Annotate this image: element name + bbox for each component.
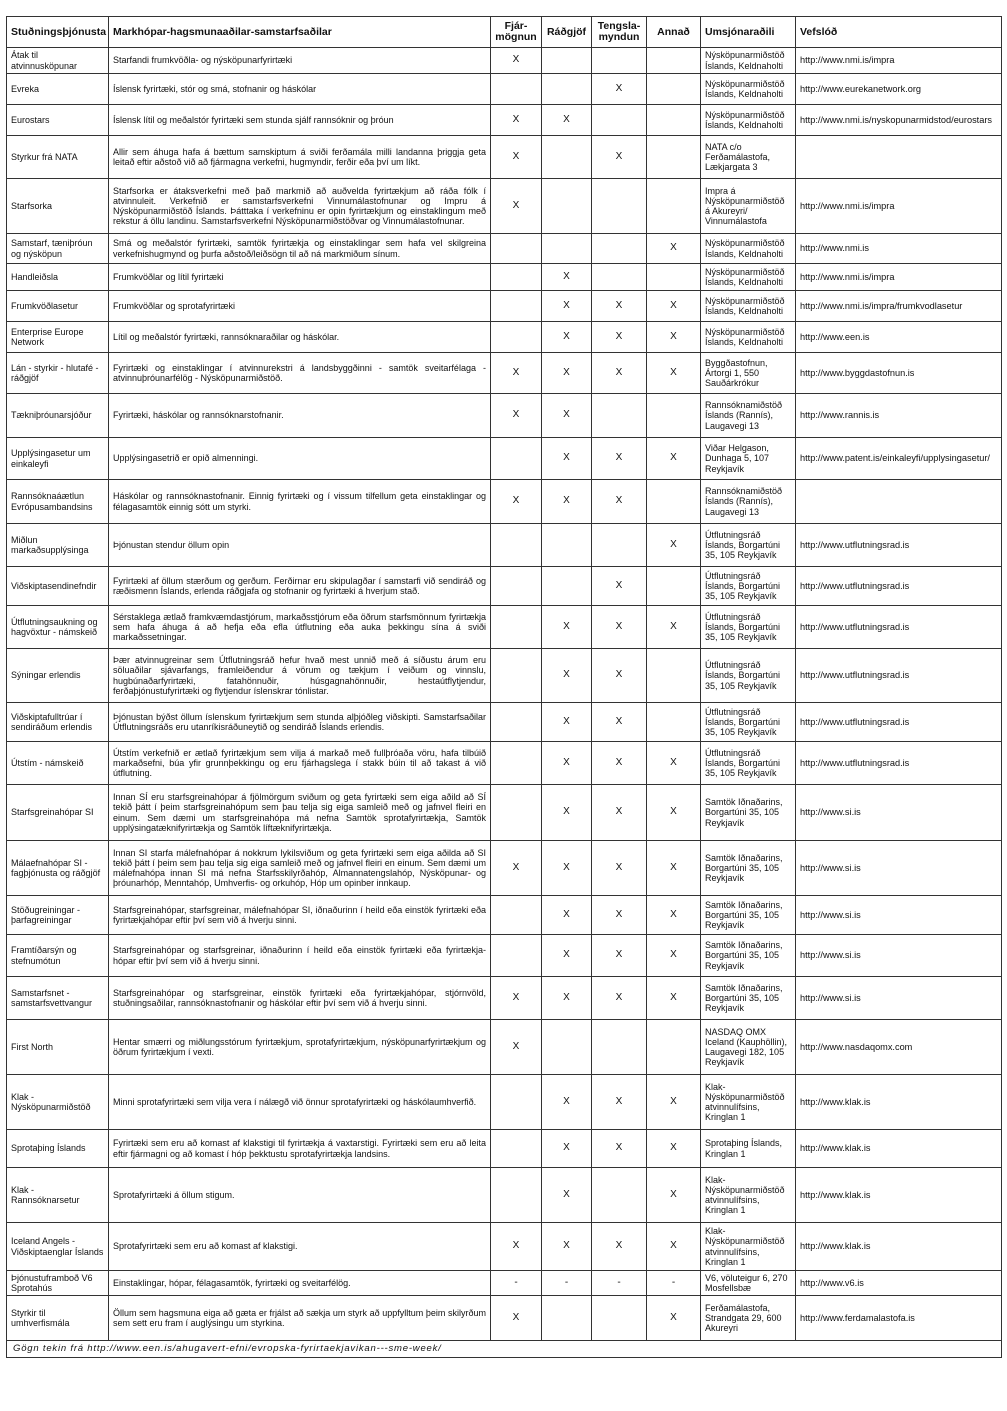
- row-admin: Rannsóknamiðstöð Íslands (Rannís), Laugavegi 13: [701, 480, 796, 524]
- row-advice-mark: [542, 136, 592, 179]
- row-advice-mark: X: [542, 1075, 592, 1130]
- row-funding-mark: [491, 742, 542, 785]
- row-advice-mark: X: [542, 742, 592, 785]
- row-url-link[interactable]: http://www.si.is: [796, 841, 1002, 896]
- row-funding-mark: X: [491, 977, 542, 1020]
- row-other-mark: X: [647, 841, 701, 896]
- row-advice-mark: X: [542, 896, 592, 935]
- row-url-link[interactable]: http://www.si.is: [796, 935, 1002, 977]
- row-funding-mark: [491, 74, 542, 105]
- row-other-mark: X: [647, 896, 701, 935]
- row-url-link[interactable]: http://www.byggdastofnun.is: [796, 353, 1002, 394]
- row-target: Upplýsingasetrið er opið almenningi.: [109, 438, 491, 480]
- row-target: Íslensk fyrirtæki, stór og smá, stofnanir og háskólar: [109, 74, 491, 105]
- row-url-link[interactable]: http://www.klak.is: [796, 1223, 1002, 1271]
- row-advice-mark: X: [542, 291, 592, 322]
- row-advice-mark: X: [542, 322, 592, 353]
- table-row: [7, 48, 1002, 74]
- row-advice-mark: X: [542, 649, 592, 703]
- row-funding-mark: [491, 785, 542, 841]
- row-admin: Samtök Iðnaðarins, Borgartúni 35, 105 Reykjavík: [701, 896, 796, 935]
- row-admin: Útflutningsráð Íslands, Borgartúni 35, 105 Reykjavík: [701, 742, 796, 785]
- row-network-mark: [592, 394, 647, 438]
- row-advice-mark: X: [542, 438, 592, 480]
- row-other-mark: [647, 48, 701, 74]
- row-url-link[interactable]: [796, 136, 1002, 179]
- row-admin: Samtök Iðnaðarins, Borgartúni 35, 105 Reykjavík: [701, 785, 796, 841]
- row-service: Styrkur frá NATA: [7, 136, 109, 179]
- header-row: [7, 17, 1002, 48]
- row-target: Hentar smærri og miðlungsstórum fyrirtækjum, sprotafyrirtækjum, nýsköpunarfyrirtækjum og öðrum fyrirtækjum í vexti.: [109, 1020, 491, 1075]
- row-url-link[interactable]: http://www.nmi.is/impra/frumkvodlasetur: [796, 291, 1002, 322]
- row-other-mark: [647, 703, 701, 742]
- row-target: Starfsgreinahópar og starfsgreinar, iðnaðurinn í heild eða einstök fyrirtæki eða fyrirtækja-hópar eftir því sem við á hverju sinni.: [109, 935, 491, 977]
- row-service: Stöðugreiningar - þarfagreiningar: [7, 896, 109, 935]
- header-funding: Fjár-mögnun: [491, 17, 542, 48]
- row-other-mark: X: [647, 977, 701, 1020]
- row-admin: Samtök Iðnaðarins, Borgartúni 35, 105 Reykjavík: [701, 935, 796, 977]
- table-row: [7, 935, 1002, 977]
- row-admin: Rannsóknamiðstöð Íslands (Rannís), Laugavegi 13: [701, 394, 796, 438]
- row-admin: Samtök Iðnaðarins, Borgartúni 35, 105 Reykjavík: [701, 977, 796, 1020]
- row-service: Útstím - námskeið: [7, 742, 109, 785]
- table-row: [7, 524, 1002, 567]
- row-network-mark: X: [592, 1130, 647, 1168]
- row-advice-mark: [542, 1020, 592, 1075]
- row-url-link[interactable]: http://www.klak.is: [796, 1168, 1002, 1223]
- table-row: [7, 105, 1002, 136]
- row-target: Minni sprotafyrirtæki sem vilja vera í nálægð við önnur sprotafyrirtæki og háskólaumhverfið.: [109, 1075, 491, 1130]
- header-advice: Ráðgjöf: [542, 17, 592, 48]
- table-body: [7, 48, 1002, 1341]
- row-funding-mark: X: [491, 136, 542, 179]
- row-advice-mark: [542, 179, 592, 234]
- row-other-mark: -: [647, 1271, 701, 1296]
- row-other-mark: [647, 567, 701, 606]
- table-row: [7, 394, 1002, 438]
- table-row: [7, 606, 1002, 649]
- row-service: Starfsgreinahópar SI: [7, 785, 109, 841]
- row-admin: Samtök Iðnaðarins, Borgartúni 35, 105 Reykjavík: [701, 841, 796, 896]
- row-other-mark: [647, 649, 701, 703]
- row-service: Enterprise Europe Network: [7, 322, 109, 353]
- row-url-link[interactable]: http://www.eurekanetwork.org: [796, 74, 1002, 105]
- header-other: Annað: [647, 17, 701, 48]
- row-admin: NASDAQ OMX Iceland (Kauphöllin), Laugavegi 182, 105 Reykjavík: [701, 1020, 796, 1075]
- row-target: Starfsgreinahópar og starfsgreinar, einstök fyrirtæki eða fyrirtækjahópar, stjórnvöld, stuðningsaðilar, rannsóknastofnanir og háskólar eftir því sem við á hverju sinni.: [109, 977, 491, 1020]
- row-network-mark: [592, 524, 647, 567]
- row-funding-mark: X: [491, 1223, 542, 1271]
- row-advice-mark: X: [542, 703, 592, 742]
- header-admin: Umsjónaraðili: [701, 17, 796, 48]
- row-target: Þjónustan býðst öllum íslenskum fyrirtækjum sem stunda alþjóðleg viðskipti. Samstarfsaðilar Útflutningsráðs eru utanríkisráðuneytið og sendiráð Íslands erlendis.: [109, 703, 491, 742]
- table-row: [7, 649, 1002, 703]
- row-funding-mark: X: [491, 353, 542, 394]
- row-target: Sérstaklega ætlað framkvæmdastjórum, markaðsstjórum eða öðrum starfsmönnum fyrirtækja sem hafa áhuga á að hefja eða efla útflutning eða auka þekkingu sína á sviði markaðssetningar.: [109, 606, 491, 649]
- row-target: Innan SÍ eru starfsgreinahópar á fjölmörgum sviðum og geta fyrirtæki sem eiga aðild að SÍ tekið þátt í þeim starfsgreinahópum sem þau telja sig eiga samleið með og jafnvel fleiri en einum. Sem dæmi um starfsgreinahópa má nefna Samtök sprotafyrirtækja, Samtök upplýsingatæknifyrirtækja og Samtök líftæknifyrirtækja.: [109, 785, 491, 841]
- row-network-mark: X: [592, 353, 647, 394]
- row-network-mark: X: [592, 703, 647, 742]
- row-admin: Sprotaþing Íslands, Kringlan 1: [701, 1130, 796, 1168]
- row-target: Lítil og meðalstór fyrirtæki, rannsóknaraðilar og háskólar.: [109, 322, 491, 353]
- row-funding-mark: [491, 1075, 542, 1130]
- row-service: Eurostars: [7, 105, 109, 136]
- row-funding-mark: [491, 896, 542, 935]
- row-target: Starfsgreinahópar, starfsgreinar, málefnahópar SI, iðnaðurinn í heild eða einstök fyrirtæki eða fyrirtækjahópar eftir því sem við á hverju sinni.: [109, 896, 491, 935]
- row-advice-mark: X: [542, 977, 592, 1020]
- row-network-mark: X: [592, 935, 647, 977]
- row-network-mark: X: [592, 649, 647, 703]
- row-target: Íslensk lítil og meðalstór fyrirtæki sem stunda sjálf rannsóknir og þróun: [109, 105, 491, 136]
- row-other-mark: X: [647, 606, 701, 649]
- row-advice-mark: X: [542, 105, 592, 136]
- row-admin: Nýsköpunarmiðstöð Íslands, Keldnaholti: [701, 48, 796, 74]
- table-row: [7, 291, 1002, 322]
- row-target: Sprotafyrirtæki á öllum stigum.: [109, 1168, 491, 1223]
- row-target: Háskólar og rannsóknastofnanir. Einnig fyrirtæki og í vissum tilfellum geta einstaklingar og félagasamtök einnig sótt um styrki.: [109, 480, 491, 524]
- row-other-mark: X: [647, 234, 701, 264]
- row-network-mark: [592, 1020, 647, 1075]
- row-other-mark: X: [647, 785, 701, 841]
- row-target: Einstaklingar, hópar, félagasamtök, fyrirtæki og sveitarfélög.: [109, 1271, 491, 1296]
- row-url-link[interactable]: http://www.nmi.is/impra: [796, 264, 1002, 291]
- row-service: Handleiðsla: [7, 264, 109, 291]
- row-service: Styrkir til umhverfismála: [7, 1296, 109, 1341]
- row-funding-mark: [491, 1168, 542, 1223]
- row-url-link[interactable]: http://www.ferdamalastofa.is: [796, 1296, 1002, 1341]
- row-target: Smá og meðalstór fyrirtæki, samtök fyrirtækja og einstaklingar sem hafa vel skilgreina verkefnishugmynd og þurfa aðstoð/leiðsögn til að ná markmiðum sínum.: [109, 234, 491, 264]
- row-service: Samstarfsnet - samstarfsvettvangur: [7, 977, 109, 1020]
- row-admin: Nýsköpunarmiðstöð Íslands, Keldnaholti: [701, 234, 796, 264]
- row-admin: Klak-Nýsköpunarmiðstöð atvinnulífsins, Kringlan 1: [701, 1223, 796, 1271]
- row-service: Sýningar erlendis: [7, 649, 109, 703]
- row-other-mark: [647, 179, 701, 234]
- table-row: [7, 353, 1002, 394]
- row-network-mark: X: [592, 896, 647, 935]
- row-service: Iceland Angels - Viðskiptaenglar Íslands: [7, 1223, 109, 1271]
- row-url-link[interactable]: http://www.nmi.is: [796, 234, 1002, 264]
- table-row: [7, 264, 1002, 291]
- table-row: [7, 74, 1002, 105]
- row-url-link[interactable]: http://www.nmi.is/impra: [796, 179, 1002, 234]
- table-row: [7, 136, 1002, 179]
- row-target: Þær atvinnugreinar sem Útflutningsráð hefur hvað mest unnið með á síðustu árum eru söluaðilar sjávarfangs, framleiðendur á vörum og tækjum í veiðum og vinnslu, hugbúnaðarfyrirtæki, fatahönnuðir, húsgagnahönnuðir, hestaútflytjendur, ferðaþjónustufyrirtæki og flytjendur íslenskrar tónlistar.: [109, 649, 491, 703]
- header-url: Vefslóð: [796, 17, 1002, 48]
- row-target: Sprotafyrirtæki sem eru að komast af klakstigi.: [109, 1223, 491, 1271]
- row-funding-mark: [491, 264, 542, 291]
- table-row: [7, 1296, 1002, 1341]
- row-target: Fyrirtæki af öllum stærðum og gerðum. Ferðirnar eru skipulagðar í samstarfi við sendiráð og ræðismenn Íslands, erlenda ráðgjafa og stofnanir og fyrirtæki á hverjum stað.: [109, 567, 491, 606]
- row-advice-mark: X: [542, 606, 592, 649]
- row-funding-mark: [491, 567, 542, 606]
- row-url-link[interactable]: http://www.utflutningsrad.is: [796, 606, 1002, 649]
- row-funding-mark: [491, 291, 542, 322]
- row-network-mark: [592, 264, 647, 291]
- row-network-mark: X: [592, 567, 647, 606]
- row-network-mark: X: [592, 438, 647, 480]
- row-target: Starfsorka er átaksverkefni með það markmið að auðvelda fyrirtækjum að ráða fólk í atvinnuleit. Verkefnið er samstarfsverkefni Vinnumálastofnunar og Impru á Nýsköpunarmiðstöð Íslands. Þátttaka í verkefninu er opin fyrirtækjum og einstaklingum með rekstur á öllu landinu. Samstarfsverkefni Nýsköpunarmiðstöðvar og Vinnumálastofnunar.: [109, 179, 491, 234]
- row-other-mark: X: [647, 524, 701, 567]
- table-row: [7, 841, 1002, 896]
- row-service: Starfsorka: [7, 179, 109, 234]
- row-url-link[interactable]: http://www.patent.is/einkaleyfi/upplysingasetur/: [796, 438, 1002, 480]
- row-other-mark: [647, 394, 701, 438]
- row-other-mark: X: [647, 935, 701, 977]
- footer-row: [7, 1341, 1002, 1358]
- row-admin: V6, völuteigur 6, 270 Mosfellsbæ: [701, 1271, 796, 1296]
- row-url-link[interactable]: http://www.een.is: [796, 322, 1002, 353]
- row-target: Frumkvöðlar og sprotafyrirtæki: [109, 291, 491, 322]
- row-other-mark: [647, 105, 701, 136]
- row-advice-mark: X: [542, 353, 592, 394]
- row-network-mark: [592, 179, 647, 234]
- row-funding-mark: X: [491, 48, 542, 74]
- row-service: Útflutningsaukning og hagvöxtur - námskeið: [7, 606, 109, 649]
- row-url-link[interactable]: http://www.nasdaqomx.com: [796, 1020, 1002, 1075]
- row-network-mark: [592, 1168, 647, 1223]
- row-funding-mark: [491, 703, 542, 742]
- row-admin: Nýsköpunarmiðstöð Íslands, Keldnaholti: [701, 291, 796, 322]
- row-url-link[interactable]: http://www.utflutningsrad.is: [796, 649, 1002, 703]
- row-funding-mark: [491, 606, 542, 649]
- header-network: Tengsla-myndun: [592, 17, 647, 48]
- document-page: [6, 16, 1001, 1358]
- row-funding-mark: X: [491, 841, 542, 896]
- row-url-link[interactable]: http://www.nmi.is/impra: [796, 48, 1002, 74]
- row-url-link[interactable]: [796, 480, 1002, 524]
- row-other-mark: [647, 74, 701, 105]
- row-advice-mark: X: [542, 264, 592, 291]
- row-service: Evreka: [7, 74, 109, 105]
- row-admin: Byggðastofnun, Ártorgi 1, 550 Sauðárkrókur: [701, 353, 796, 394]
- table-row: [7, 703, 1002, 742]
- row-target: Allir sem áhuga hafa á bættum samskiptum á sviði ferðamála milli landanna þriggja geta leitað eftir aðstoð við að fjármagna verkefni, hugmyndir, ferðir eða því um líkt.: [109, 136, 491, 179]
- table-row: [7, 567, 1002, 606]
- table-row: [7, 480, 1002, 524]
- table-row: [7, 1020, 1002, 1075]
- row-admin: Nýsköpunarmiðstöð Íslands, Keldnaholti: [701, 105, 796, 136]
- row-service: Klak - Rannsóknarsetur: [7, 1168, 109, 1223]
- row-funding-mark: [491, 1130, 542, 1168]
- row-admin: Klak-Nýsköpunarmiðstöð atvinnulífsins, Kringlan 1: [701, 1075, 796, 1130]
- row-admin: Nýsköpunarmiðstöð Íslands, Keldnaholti: [701, 264, 796, 291]
- row-other-mark: X: [647, 322, 701, 353]
- row-advice-mark: X: [542, 1168, 592, 1223]
- row-funding-mark: X: [491, 1020, 542, 1075]
- row-funding-mark: [491, 649, 542, 703]
- row-funding-mark: [491, 935, 542, 977]
- table-row: [7, 1168, 1002, 1223]
- row-service: Frumkvöðlasetur: [7, 291, 109, 322]
- row-advice-mark: X: [542, 841, 592, 896]
- row-network-mark: X: [592, 291, 647, 322]
- table-row: [7, 785, 1002, 841]
- row-other-mark: X: [647, 1223, 701, 1271]
- row-advice-mark: X: [542, 394, 592, 438]
- table-row: [7, 1223, 1002, 1271]
- row-other-mark: [647, 136, 701, 179]
- row-service: Samstarf, tæniþróun og nýsköpun: [7, 234, 109, 264]
- row-target: Fyrirtæki og einstaklingar í atvinnurekstri á landsbyggðinni - samtök sveitarfélaga - atvinnuþróunarfélög - Nýsköpunarmiðstöð.: [109, 353, 491, 394]
- row-admin: Nýsköpunarmiðstöð Íslands, Keldnaholti: [701, 322, 796, 353]
- row-url-link[interactable]: http://www.klak.is: [796, 1075, 1002, 1130]
- row-admin: Útflutningsráð Íslands, Borgartúni 35, 105 Reykjavík: [701, 567, 796, 606]
- row-network-mark: X: [592, 606, 647, 649]
- row-network-mark: [592, 1296, 647, 1341]
- row-other-mark: X: [647, 291, 701, 322]
- row-funding-mark: X: [491, 480, 542, 524]
- row-target: Fyrirtæki sem eru að komast af klakstigi til fyrirtækja á vaxtarstigi. Fyrirtæki sem eru að leita eftir fjármagni og að komast í hóp þekktustu sprotafyrirtækja landsins.: [109, 1130, 491, 1168]
- row-admin: Útflutningsráð Íslands, Borgartúni 35, 105 Reykjavík: [701, 606, 796, 649]
- row-advice-mark: [542, 74, 592, 105]
- row-funding-mark: [491, 524, 542, 567]
- row-other-mark: X: [647, 1130, 701, 1168]
- row-network-mark: [592, 105, 647, 136]
- row-admin: Impra á Nýsköpunarmiðstöð á Akureyri/ Vinnumálastofa: [701, 179, 796, 234]
- row-target: Útstím verkefnið er ætlað fyrirtækjum sem vilja á markað með fullþróaða vöru, hafa tilbúið markaðsefni, búa yfir grunnþekkingu og eru fjárhagslega í stakk búin til að takast á við útflutning.: [109, 742, 491, 785]
- row-service: Viðskiptasendinefndir: [7, 567, 109, 606]
- row-target: Öllum sem hagsmuna eiga að gæta er frjálst að sækja um styrk að uppfylltum þeim skilyrðum sem sett eru fram í auglýsingu um styrkina.: [109, 1296, 491, 1341]
- row-admin: Útflutningsráð Íslands, Borgartúni 35, 105 Reykjavík: [701, 649, 796, 703]
- row-url-link[interactable]: http://www.utflutningsrad.is: [796, 703, 1002, 742]
- row-advice-mark: [542, 234, 592, 264]
- row-target: Frumkvöðlar og lítil fyrirtæki: [109, 264, 491, 291]
- row-advice-mark: X: [542, 1130, 592, 1168]
- row-advice-mark: [542, 48, 592, 74]
- row-admin: NATA c/o Ferðamálastofa, Lækjargata 3: [701, 136, 796, 179]
- row-funding-mark: -: [491, 1271, 542, 1296]
- header-service: Stuðningsþjónusta: [7, 17, 109, 48]
- row-url-link[interactable]: http://www.klak.is: [796, 1130, 1002, 1168]
- row-funding-mark: [491, 322, 542, 353]
- row-other-mark: [647, 1020, 701, 1075]
- row-url-link[interactable]: http://www.si.is: [796, 977, 1002, 1020]
- row-admin: Útflutningsráð Íslands, Borgartúni 35, 105 Reykjavík: [701, 524, 796, 567]
- row-admin: Nýsköpunarmiðstöð Íslands, Keldnaholti: [701, 74, 796, 105]
- row-network-mark: -: [592, 1271, 647, 1296]
- row-network-mark: X: [592, 1223, 647, 1271]
- table-row: [7, 322, 1002, 353]
- table-row: [7, 1271, 1002, 1296]
- row-service: Átak til atvinnusköpunar: [7, 48, 109, 74]
- row-network-mark: X: [592, 136, 647, 179]
- row-url-link[interactable]: http://www.si.is: [796, 896, 1002, 935]
- row-service: Framtíðarsýn og stefnumótun: [7, 935, 109, 977]
- row-service: Sprotaþing Íslands: [7, 1130, 109, 1168]
- row-advice-mark: X: [542, 785, 592, 841]
- row-advice-mark: X: [542, 935, 592, 977]
- row-network-mark: X: [592, 1075, 647, 1130]
- row-funding-mark: X: [491, 394, 542, 438]
- row-url-link[interactable]: http://www.utflutningsrad.is: [796, 524, 1002, 567]
- row-service: Rannsóknaáætlun Evrópusambandsins: [7, 480, 109, 524]
- row-target: Þjónustan stendur öllum opin: [109, 524, 491, 567]
- row-service: Þjónustuframboð V6 Sprotahús: [7, 1271, 109, 1296]
- table-row: [7, 977, 1002, 1020]
- row-target: Innan SI starfa málefnahópar á nokkrum lykilsviðum og geta fyrirtæki sem eiga aðilda að SI tekið þátt í þeim sem þau telja sig eiga samleið með og jafnvel fleiri en einum. Sem dæmi um málefnahópa innan SI má nefna Starfsskilyrðahóp, Almannatengslahóp, Nýsköpunar- og þróunarhóp, Menntahóp, Umhverfis- og orkuhóp, Hóp um opinber innkaup.: [109, 841, 491, 896]
- row-advice-mark: X: [542, 1223, 592, 1271]
- source-note: Gögn tekin frá http://www.een.is/ahugavert-efni/evropska-fyrirtaekjavikan---sme-week/: [7, 1341, 1002, 1358]
- row-other-mark: X: [647, 742, 701, 785]
- row-other-mark: X: [647, 1075, 701, 1130]
- row-funding-mark: [491, 234, 542, 264]
- row-funding-mark: [491, 438, 542, 480]
- row-admin: Útflutningsráð Íslands, Borgartúni 35, 105 Reykjavík: [701, 703, 796, 742]
- row-funding-mark: X: [491, 105, 542, 136]
- row-admin: Viðar Helgason, Dunhaga 5, 107 Reykjavík: [701, 438, 796, 480]
- row-other-mark: [647, 480, 701, 524]
- row-url-link[interactable]: http://www.nmi.is/nyskopunarmidstod/eurostars: [796, 105, 1002, 136]
- row-target: Fyrirtæki, háskólar og rannsóknarstofnanir.: [109, 394, 491, 438]
- row-advice-mark: [542, 1296, 592, 1341]
- row-url-link[interactable]: http://www.utflutningsrad.is: [796, 567, 1002, 606]
- table-row: [7, 1075, 1002, 1130]
- header-target: Markhópar-hagsmunaaðilar-samstarfsaðilar: [109, 17, 491, 48]
- row-advice-mark: X: [542, 480, 592, 524]
- row-network-mark: X: [592, 785, 647, 841]
- row-network-mark: X: [592, 480, 647, 524]
- table-row: [7, 742, 1002, 785]
- row-service: Málaefnahópar SI - fagþjónusta og ráðgjöf: [7, 841, 109, 896]
- row-service: Klak - Nýsköpunarmiðstöð: [7, 1075, 109, 1130]
- table-row: [7, 1130, 1002, 1168]
- row-admin: Ferðamálastofa, Strandgata 29, 600 Akureyri: [701, 1296, 796, 1341]
- row-network-mark: X: [592, 841, 647, 896]
- row-service: Miðlun markaðsupplýsinga: [7, 524, 109, 567]
- support-services-table: [6, 16, 1002, 1358]
- row-network-mark: X: [592, 742, 647, 785]
- row-other-mark: X: [647, 1296, 701, 1341]
- row-network-mark: [592, 234, 647, 264]
- row-service: Lán - styrkir - hlutafé - ráðgjöf: [7, 353, 109, 394]
- row-url-link[interactable]: http://www.v6.is: [796, 1271, 1002, 1296]
- row-service: First North: [7, 1020, 109, 1075]
- row-service: Upplýsingasetur um einkaleyfi: [7, 438, 109, 480]
- row-service: Tækniþróunarsjóður: [7, 394, 109, 438]
- row-url-link[interactable]: http://www.si.is: [796, 785, 1002, 841]
- row-network-mark: X: [592, 322, 647, 353]
- row-target: Starfandi frumkvöðla- og nýsköpunarfyrirtæki: [109, 48, 491, 74]
- row-other-mark: X: [647, 438, 701, 480]
- row-advice-mark: [542, 524, 592, 567]
- row-advice-mark: -: [542, 1271, 592, 1296]
- row-network-mark: X: [592, 74, 647, 105]
- row-other-mark: X: [647, 1168, 701, 1223]
- row-other-mark: X: [647, 353, 701, 394]
- row-network-mark: X: [592, 977, 647, 1020]
- row-admin: Klak-Nýsköpunarmiðstöð atvinnulífsins, Kringlan 1: [701, 1168, 796, 1223]
- row-url-link[interactable]: http://www.rannis.is: [796, 394, 1002, 438]
- row-advice-mark: [542, 567, 592, 606]
- table-row: [7, 234, 1002, 264]
- table-row: [7, 179, 1002, 234]
- row-other-mark: [647, 264, 701, 291]
- row-url-link[interactable]: http://www.utflutningsrad.is: [796, 742, 1002, 785]
- row-network-mark: [592, 48, 647, 74]
- table-row: [7, 896, 1002, 935]
- row-funding-mark: X: [491, 179, 542, 234]
- row-service: Viðskiptafulltrúar í sendiráðum erlendis: [7, 703, 109, 742]
- row-funding-mark: X: [491, 1296, 542, 1341]
- table-row: [7, 438, 1002, 480]
